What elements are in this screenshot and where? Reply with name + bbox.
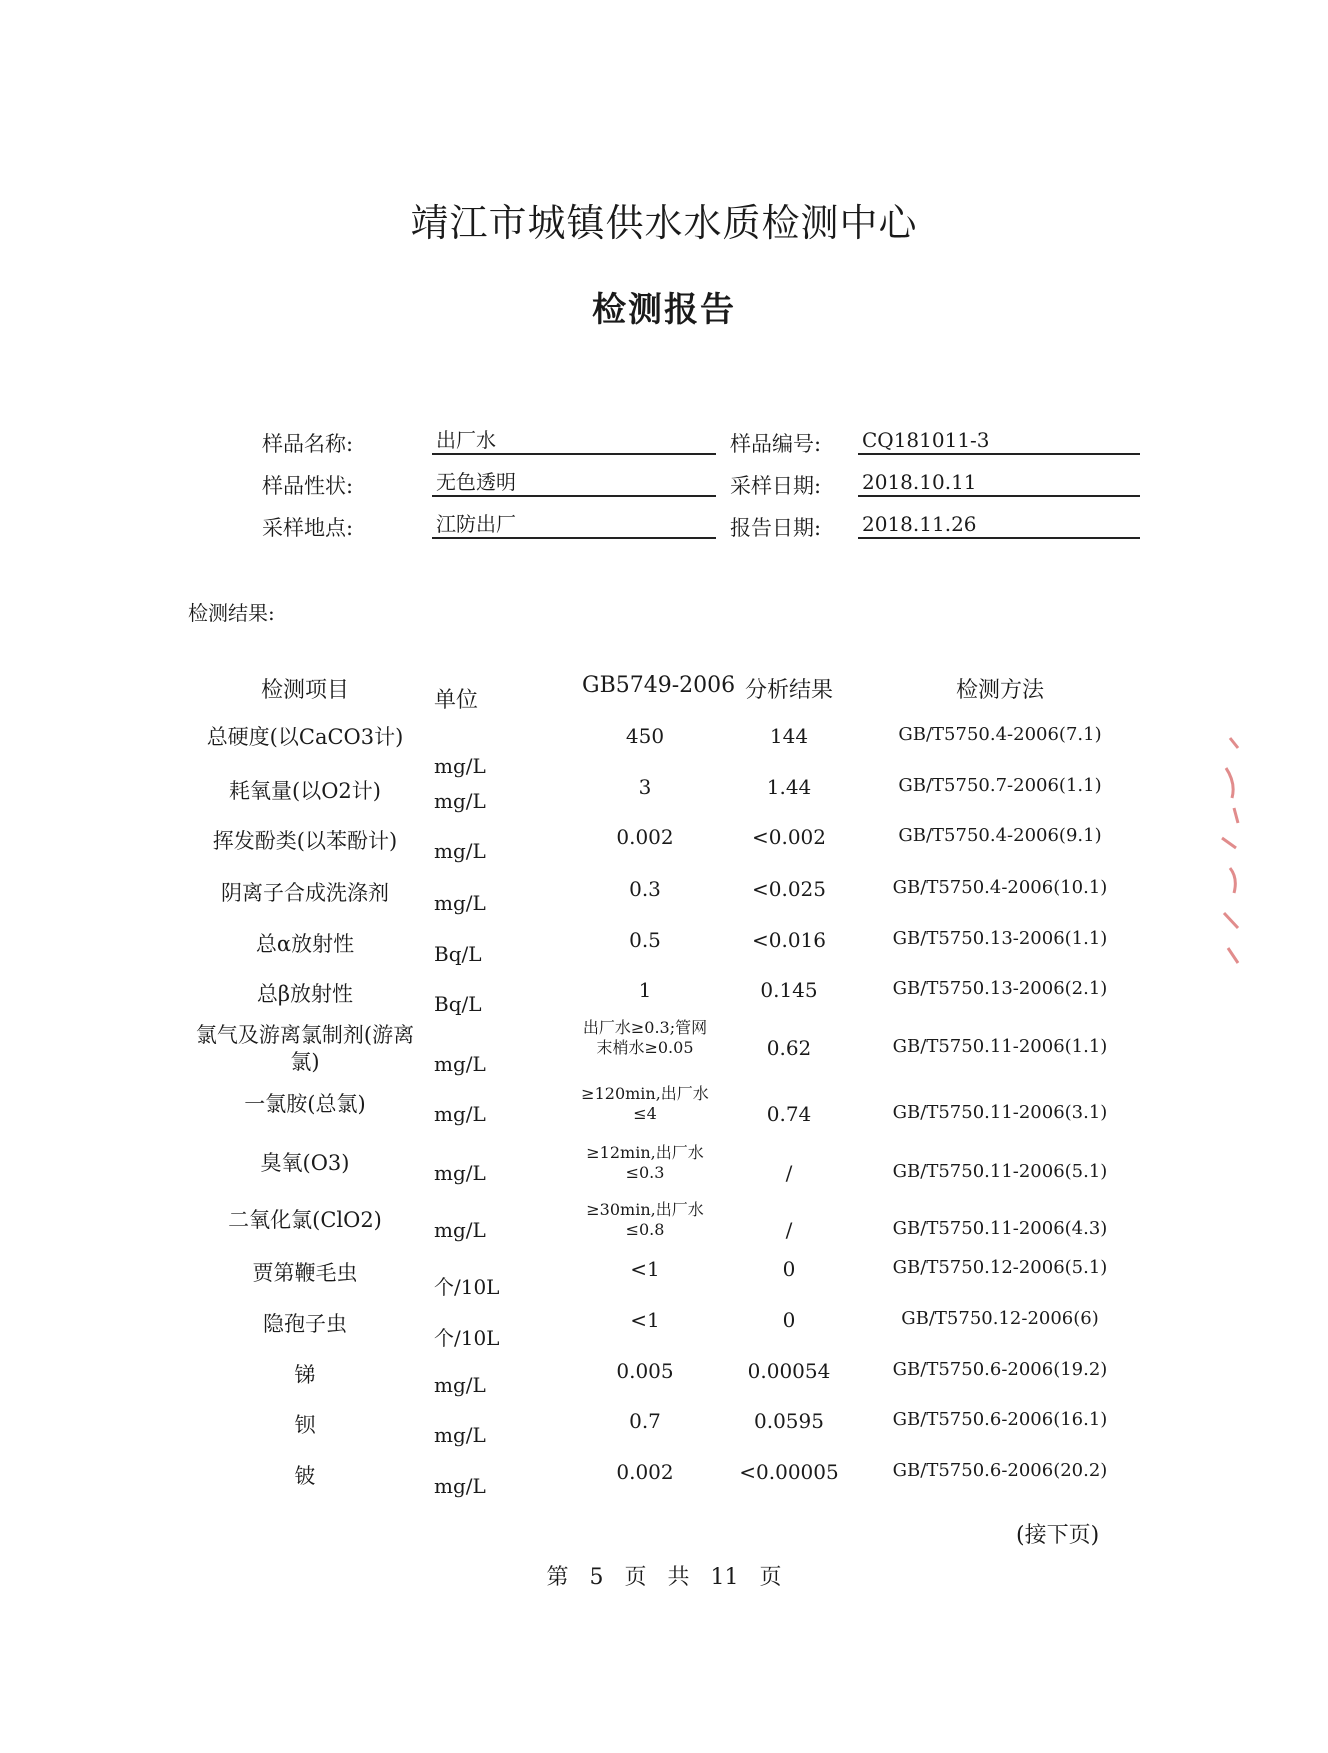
table-row-standard: <1: [630, 1257, 660, 1281]
table-row-unit: mg/L: [434, 789, 486, 813]
sample-property-label: 样品性状:: [262, 474, 354, 498]
table-row-method: GB/T5750.4-2006(9.1): [898, 825, 1102, 846]
table-row-item: 氯气及游离氯制剂(游离氯): [195, 1023, 415, 1074]
column-header-item: 检测项目: [260, 678, 349, 703]
table-row-item: 臭氧(O3): [260, 1151, 350, 1175]
table-row-item: 总α放射性: [255, 932, 355, 956]
report-date-label: 报告日期:: [730, 516, 822, 540]
column-header-result: 分析结果: [744, 678, 833, 703]
table-row-standard: 0.002: [616, 1460, 674, 1484]
table-row-method: GB/T5750.4-2006(7.1): [898, 724, 1102, 745]
table-row-item: 隐孢子虫: [263, 1312, 347, 1336]
table-row-standard: ≥30min,出厂水≤0.8: [586, 1200, 704, 1239]
page-number: 第 5 页 共 11 页: [546, 1565, 782, 1590]
table-row-result: 0.74: [766, 1102, 812, 1126]
sample-number-value: CQ181011-3: [858, 425, 1140, 455]
table-row-item: 挥发酚类(以苯酚计): [212, 829, 398, 853]
table-row-standard: 出厂水≥0.3;管网末梢水≥0.05: [582, 1018, 708, 1057]
sampling-date-value: 2018.10.11: [858, 467, 1140, 497]
seal-fragment: [1212, 728, 1240, 978]
table-row-item: 铍: [294, 1464, 316, 1488]
table-row-result: <0.00005: [739, 1460, 839, 1484]
table-row-standard: 450: [625, 724, 665, 748]
table-row-method: GB/T5750.11-2006(3.1): [892, 1102, 1108, 1123]
table-row-standard: 0.005: [616, 1359, 674, 1383]
table-row-method: GB/T5750.11-2006(1.1): [892, 1036, 1108, 1057]
continued-note: (接下页): [1016, 1523, 1100, 1548]
table-row-result: 1.44: [766, 775, 812, 799]
sample-number-label: 样品编号:: [730, 432, 822, 456]
table-row-method: GB/T5750.6-2006(16.1): [892, 1409, 1108, 1430]
table-row-method: GB/T5750.11-2006(4.3): [892, 1218, 1108, 1239]
table-row-result: <0.002: [751, 825, 826, 849]
table-row-method: GB/T5750.13-2006(2.1): [892, 978, 1108, 999]
results-section-label: 检测结果:: [188, 601, 275, 625]
table-row-unit: mg/L: [434, 1373, 486, 1397]
table-row-item: 一氯胺(总氯): [244, 1092, 366, 1116]
table-row-standard: 0.5: [629, 928, 661, 952]
table-row-unit: mg/L: [434, 1423, 486, 1447]
table-row-method: GB/T5750.4-2006(10.1): [892, 877, 1108, 898]
table-row-unit: mg/L: [434, 839, 486, 863]
table-row-standard: 0.002: [616, 825, 674, 849]
table-row-method: GB/T5750.6-2006(20.2): [892, 1460, 1108, 1481]
table-row-result: 0.00054: [747, 1359, 831, 1383]
report-title: 检测报告: [592, 290, 736, 330]
table-row-item: 耗氧量(以O2计): [229, 779, 381, 803]
table-row-result: 0: [782, 1308, 796, 1332]
table-row-standard: 3: [638, 775, 652, 799]
table-row-standard: 0.3: [629, 877, 661, 901]
table-row-result: 0.62: [766, 1036, 812, 1060]
sampling-location-label: 采样地点:: [262, 516, 354, 540]
table-row-unit: mg/L: [434, 1102, 486, 1126]
table-row-standard: 1: [638, 978, 652, 1002]
table-row-unit: Bq/L: [434, 942, 482, 966]
table-row-result: <0.025: [751, 877, 826, 901]
table-row-result: 0: [782, 1257, 796, 1281]
table-row-method: GB/T5750.12-2006(6): [901, 1308, 1099, 1329]
table-row-method: GB/T5750.6-2006(19.2): [892, 1359, 1108, 1380]
column-header-standard: GB5749-2006: [582, 673, 736, 698]
table-row-unit: mg/L: [434, 754, 486, 778]
table-row-result: <0.016: [751, 928, 826, 952]
sampling-location-value: 江防出厂: [432, 509, 716, 539]
table-row-unit: mg/L: [434, 1218, 486, 1242]
column-header-unit: 单位: [434, 688, 479, 713]
table-row-unit: mg/L: [434, 1161, 486, 1185]
table-row-item: 总硬度(以CaCO3计): [206, 725, 404, 749]
table-row-item: 钡: [294, 1413, 316, 1437]
table-row-result: 0.145: [760, 978, 818, 1002]
table-row-standard: ≥120min,出厂水≤4: [581, 1084, 709, 1123]
sample-property-value: 无色透明: [432, 467, 716, 497]
sample-name-value: 出厂水: [432, 425, 716, 455]
table-row-unit: 个/10L: [434, 1326, 500, 1350]
table-row-unit: 个/10L: [434, 1275, 500, 1299]
sampling-date-label: 采样日期:: [730, 474, 822, 498]
table-row-unit: mg/L: [434, 1052, 486, 1076]
table-row-method: GB/T5750.12-2006(5.1): [892, 1257, 1108, 1278]
table-row-result: 0.0595: [754, 1409, 824, 1433]
table-row-standard: 0.7: [629, 1409, 661, 1433]
table-row-unit: Bq/L: [434, 992, 482, 1016]
table-row-item: 阴离子合成洗涤剂: [221, 881, 389, 905]
report-date-value: 2018.11.26: [858, 509, 1140, 539]
table-row-method: GB/T5750.11-2006(5.1): [892, 1161, 1108, 1182]
table-row-unit: mg/L: [434, 891, 486, 915]
table-row-item: 锑: [294, 1363, 316, 1387]
table-row-item: 二氧化氯(ClO2): [228, 1208, 382, 1232]
table-row-unit: mg/L: [434, 1474, 486, 1498]
table-row-result: /: [785, 1161, 793, 1185]
table-row-standard: <1: [630, 1308, 660, 1332]
table-row-result: /: [785, 1218, 793, 1242]
sample-name-label: 样品名称:: [262, 432, 354, 456]
table-row-item: 贾第鞭毛虫: [252, 1261, 358, 1285]
table-row-result: 144: [769, 724, 809, 748]
table-row-standard: ≥12min,出厂水≤0.3: [586, 1143, 704, 1182]
table-row-method: GB/T5750.13-2006(1.1): [892, 928, 1108, 949]
table-row-item: 总β放射性: [256, 982, 354, 1006]
table-row-method: GB/T5750.7-2006(1.1): [898, 775, 1102, 796]
organization-title: 靖江市城镇供水水质检测中心: [410, 201, 918, 245]
column-header-method: 检测方法: [955, 678, 1044, 703]
